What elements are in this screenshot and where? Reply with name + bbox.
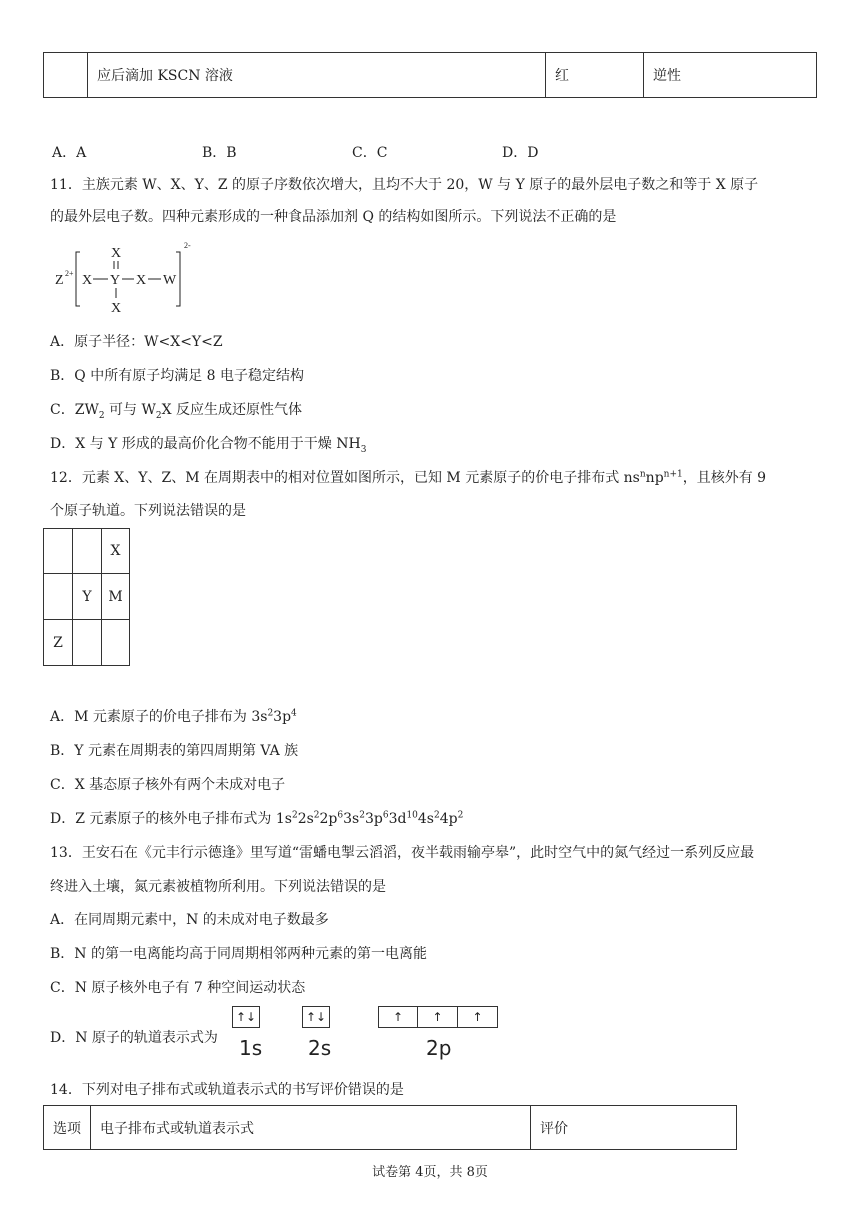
config-subshell: 3d [388, 811, 407, 827]
top-table-cell-eval: 逆性 [644, 53, 817, 98]
structure-x-left: X [82, 273, 93, 288]
q14-table [43, 1105, 737, 1150]
q14-header-eval: 评价 [531, 1106, 737, 1150]
structure-x-bottom: X [111, 301, 122, 316]
q13-option-b: B．N 的第一电离能均高于同周期相邻两种元素的第一电离能 [50, 946, 427, 962]
q12-option-a: A．M 元素原子的价电子排布为 $3s^23p^4$ [50, 708, 297, 725]
grid-cell [44, 574, 73, 620]
q13-option-a: A．在同周期元素中，N 的未成对电子数最多 [50, 912, 329, 928]
config-superscript: 6 [382, 810, 389, 821]
top-table [43, 52, 817, 98]
orbital-label-2s: 2s [308, 1036, 332, 1060]
orbital-box-2p-2: ↑ [418, 1006, 458, 1028]
q10-option-d: D．D [502, 145, 539, 161]
config-subshell: 2p [319, 811, 338, 827]
q10-option-c: C．C [352, 145, 388, 161]
q14-stem: 14．下列对电子排布式或轨道表示式的书写评价错误的是 [50, 1082, 404, 1098]
orbital-box-2p-1: ↑ [378, 1006, 418, 1028]
top-table-cell-empty [44, 53, 88, 98]
orbital-1s [232, 1006, 260, 1028]
q11-stem-line1: 11．主族元素 W、X、Y、Z 的原子序数依次增大，且均不大于 20，W 与 Y 原子的最外层电子数之和等于 X 原子 [50, 177, 759, 193]
q12-option-b: B．Y 元素在周期表的第四周期第 VA 族 [50, 743, 299, 759]
orbital-box-2s: ↑↓ [302, 1006, 330, 1028]
q13-option-d: D．N 原子的轨道表示式为 [50, 1030, 218, 1046]
grid-cell-x: X [102, 529, 130, 574]
orbital-box-1s: ↑↓ [232, 1006, 260, 1028]
orbital-2s [302, 1006, 330, 1028]
q12-option-d: D．Z 元素原子的核外电子排布式为 $1s^22s^22p^63s^23p^63d^{10}4s^24p^2$ [50, 810, 464, 827]
grid-cell-y: Y [73, 574, 102, 620]
q11-option-d: D．X 与 Y 形成的最高价化合物不能用于干燥 $NH_3$ [50, 436, 367, 455]
q10-option-b: B．B [202, 145, 237, 161]
structure-w: W [163, 273, 177, 288]
structure-y: Y [110, 273, 121, 288]
config-subshell: 2s [297, 811, 314, 827]
q13-option-c: C．N 原子核外电子有 7 种空间运动状态 [50, 980, 306, 996]
config-superscript: 2 [433, 810, 440, 821]
orbital-label-2p: 2p [426, 1036, 452, 1060]
q11-option-b: B．Q 中所有原子均满足 8 电子稳定结构 [50, 368, 305, 384]
q13-stem-line1: 13．王安石在《元丰行示德逢》里写道“雷蟠电掣云滔滔，夜半载雨输亭皋”，此时空气中的氮气经过一系列反应最 [50, 845, 755, 861]
structure-x-right: X [136, 273, 147, 288]
top-table-cell-color: 红 [546, 53, 644, 98]
grid-cell [44, 529, 73, 574]
config-superscript: 2 [291, 810, 298, 821]
orbital-label-1s: 1s [239, 1036, 263, 1060]
orbital-2p [378, 1006, 498, 1028]
config-superscript: 2 [359, 810, 365, 821]
grid-cell [73, 620, 102, 666]
config-superscript: 10 [406, 810, 418, 821]
q11-option-a: A．原子半径：W<X<Y<Z [50, 334, 223, 350]
structure-cation: Z [55, 273, 64, 288]
grid-cell [102, 620, 130, 666]
config-subshell: 3s [343, 811, 360, 827]
q12-periodic-grid [43, 528, 130, 666]
grid-cell-z: Z [44, 620, 73, 666]
q11-stem-line2: 的最外层电子数。四种元素形成的一种食品添加剂 Q 的结构如图所示。下列说法不正确的是 [50, 209, 617, 225]
page-footer: 试卷第 4页，共 8页 [372, 1165, 488, 1180]
structure-x-top: X [111, 246, 122, 261]
config-subshell: 4s [417, 811, 434, 827]
q12-electron-config [292, 811, 463, 827]
structure-anion-charge: 2- [184, 241, 191, 250]
q14-header-config: 电子排布式或轨道表示式 [91, 1106, 531, 1150]
config-superscript: 6 [337, 810, 344, 821]
structure-cation-charge: 2+ [65, 269, 74, 278]
q14-header-option: 选项 [44, 1106, 91, 1150]
config-subshell: 4p [439, 811, 458, 827]
top-table-cell-desc: 应后滴加 KSCN 溶液 [88, 53, 546, 98]
grid-cell [73, 529, 102, 574]
q11-structure-diagram [52, 240, 202, 320]
grid-cell-m: M [102, 574, 130, 620]
orbital-box-2p-3: ↑ [458, 1006, 498, 1028]
config-superscript: 2 [457, 810, 464, 821]
q13-stem-line2: 终进入土壤，氮元素被植物所利用。下列说法错误的是 [50, 879, 386, 895]
q12-stem-line2: 个原子轨道。下列说法错误的是 [50, 503, 246, 519]
config-subshell: 3p [364, 811, 383, 827]
q10-option-a: A．A [52, 145, 87, 161]
q12-option-c: C．X 基态原子核外有两个未成对电子 [50, 777, 286, 793]
q12-stem-line1: 12．元素 X、Y、Z、M 在周期表中的相对位置如图所示，已知 M 元素原子的价电子排布式 $ns^nnp^{n+1}$，且核外有 9 [50, 469, 767, 486]
q11-option-c: C．$ZW_2$ 可与 $W_2X$ 反应生成还原性气体 [50, 402, 303, 421]
config-superscript: 2 [313, 810, 320, 821]
